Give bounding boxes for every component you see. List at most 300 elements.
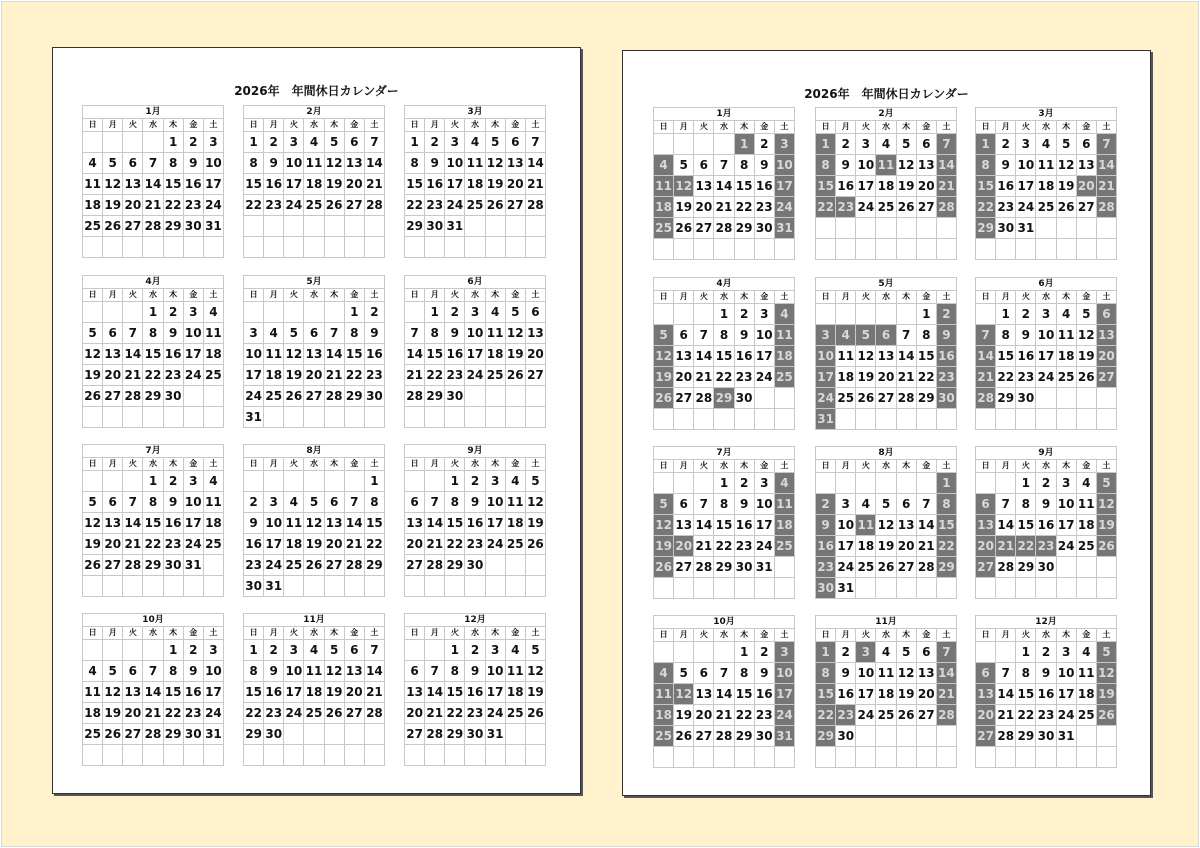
weekday-label: 木	[1057, 121, 1077, 133]
holiday-day-cell: 8	[937, 494, 956, 514]
day-cell: 11	[1057, 325, 1077, 345]
empty-day-cell	[897, 747, 917, 767]
holiday-day-cell: 4	[775, 473, 794, 493]
month-header: 12月	[976, 616, 1116, 629]
weekday-header-row	[244, 458, 384, 471]
empty-day-cell	[83, 745, 103, 765]
day-cell: 9	[445, 323, 465, 343]
weekday-label: 水	[1036, 291, 1056, 303]
day-cell: 22	[164, 195, 184, 215]
holiday-day-cell: 28	[937, 197, 956, 217]
day-cell: 16	[755, 684, 775, 704]
day-cell: 2	[445, 302, 465, 322]
holiday-day-cell: 15	[937, 515, 956, 535]
empty-day-cell	[304, 216, 324, 236]
day-cell: 14	[143, 174, 163, 194]
holiday-day-cell: 5	[654, 325, 674, 345]
day-cell: 11	[205, 495, 222, 509]
month-header: 6月	[405, 276, 545, 289]
day-cell: 18	[83, 195, 103, 215]
week-row	[976, 726, 1116, 747]
weekday-label: 月	[103, 627, 123, 639]
day-cell: 1	[1016, 642, 1036, 662]
empty-day-cell	[976, 747, 996, 767]
day-cell: 24	[284, 195, 304, 215]
day-cell: 31	[264, 576, 284, 596]
day-cell: 21	[714, 197, 734, 217]
day-cell: 13	[694, 684, 714, 704]
weekday-label: 日	[244, 119, 264, 131]
weekday-label: 日	[654, 460, 674, 472]
day-cell: 2	[996, 134, 1016, 154]
day-cell: 21	[996, 705, 1016, 725]
week-row	[816, 325, 956, 346]
month-calendar	[243, 444, 385, 597]
day-cell: 5	[674, 663, 694, 683]
day-cell: 30	[755, 218, 775, 238]
day-cell: 30	[184, 216, 204, 236]
empty-day-cell	[694, 239, 714, 259]
day-cell: 27	[917, 197, 937, 217]
day-cell: 10	[836, 515, 856, 535]
weekday-label: 水	[1036, 121, 1056, 133]
weekday-label: 金	[755, 629, 775, 641]
day-cell: 22	[405, 195, 425, 215]
day-cell: 24	[205, 198, 222, 212]
holiday-day-cell: 4	[836, 325, 856, 345]
holiday-day-cell: 8	[976, 155, 996, 175]
day-cell: 27	[325, 555, 345, 575]
weekday-label: 木	[164, 458, 184, 470]
day-cell: 15	[164, 682, 184, 702]
day-cell: 17	[284, 682, 304, 702]
day-cell: 28	[143, 724, 163, 744]
day-cell: 18	[486, 344, 506, 364]
day-cell: 23	[366, 368, 383, 382]
day-cell: 2	[465, 471, 485, 491]
day-cell: 7	[917, 494, 937, 514]
day-cell: 10	[445, 153, 465, 173]
day-cell: 22	[143, 534, 163, 554]
weekday-header-row	[244, 289, 384, 302]
holiday-day-cell: 20	[976, 536, 996, 556]
empty-day-cell	[735, 747, 755, 767]
empty-day-cell	[445, 576, 465, 596]
empty-day-cell	[1036, 578, 1056, 598]
month-calendar	[243, 613, 385, 766]
weekday-header-row	[83, 119, 223, 132]
weekday-label: 日	[816, 460, 836, 472]
empty-day-cell	[465, 407, 485, 427]
day-cell: 18	[264, 365, 284, 385]
empty-day-cell	[876, 218, 896, 238]
day-cell: 2	[465, 640, 485, 660]
empty-day-cell	[876, 726, 896, 746]
holiday-day-cell: 21	[1097, 176, 1116, 196]
day-cell: 23	[465, 703, 485, 723]
weekday-label: 月	[103, 458, 123, 470]
weekday-label: 木	[897, 460, 917, 472]
day-cell: 10	[486, 492, 506, 512]
weekday-label: 月	[674, 629, 694, 641]
weekday-header-row	[83, 458, 223, 471]
holiday-day-cell: 11	[654, 176, 674, 196]
empty-day-cell	[654, 578, 674, 598]
weekday-label: 火	[123, 119, 143, 131]
empty-day-cell	[164, 576, 184, 596]
empty-day-cell	[674, 304, 694, 324]
day-cell: 11	[506, 661, 526, 681]
day-cell: 14	[996, 684, 1016, 704]
empty-day-cell	[425, 745, 445, 765]
day-cell: 7	[143, 661, 163, 681]
day-cell: 10	[1036, 325, 1056, 345]
holiday-day-cell: 4	[654, 663, 674, 683]
day-cell: 2	[1016, 304, 1036, 324]
day-cell: 13	[917, 663, 937, 683]
week-row	[244, 323, 384, 344]
week-row	[976, 578, 1116, 598]
day-cell: 22	[735, 197, 755, 217]
empty-day-cell	[876, 409, 896, 429]
day-cell: 23	[184, 195, 204, 215]
day-cell: 10	[184, 492, 204, 512]
day-cell: 24	[1057, 536, 1077, 556]
week-row	[405, 237, 545, 257]
day-cell: 19	[103, 703, 123, 723]
day-cell: 16	[1016, 346, 1036, 366]
day-cell: 9	[836, 155, 856, 175]
day-cell: 10	[486, 661, 506, 681]
empty-day-cell	[654, 642, 674, 662]
day-cell: 13	[325, 513, 345, 533]
empty-day-cell	[83, 302, 103, 322]
day-cell: 13	[917, 155, 937, 175]
empty-day-cell	[526, 407, 545, 427]
empty-day-cell	[654, 134, 674, 154]
week-row	[976, 409, 1116, 429]
day-cell: 12	[103, 174, 123, 194]
weekday-label: 日	[976, 629, 996, 641]
week-row	[816, 346, 956, 367]
empty-day-cell	[674, 239, 694, 259]
holiday-day-cell: 23	[836, 705, 856, 725]
empty-day-cell	[123, 132, 143, 152]
month-calendar	[82, 105, 224, 258]
day-cell: 9	[465, 661, 485, 681]
empty-day-cell	[897, 726, 917, 746]
holiday-day-cell: 23	[816, 557, 836, 577]
empty-day-cell	[1057, 557, 1077, 577]
day-cell: 16	[184, 682, 204, 702]
day-cell: 5	[506, 302, 526, 322]
empty-day-cell	[325, 471, 345, 491]
day-cell: 12	[856, 346, 876, 366]
holiday-day-cell: 3	[816, 325, 836, 345]
month-calendar	[975, 446, 1117, 599]
empty-day-cell	[284, 407, 304, 427]
empty-day-cell	[345, 724, 365, 744]
empty-day-cell	[526, 386, 545, 406]
holiday-day-cell: 15	[976, 176, 996, 196]
week-row	[976, 557, 1116, 578]
day-cell: 21	[425, 703, 445, 723]
day-cell: 14	[123, 344, 143, 364]
empty-day-cell	[694, 473, 714, 493]
weekday-label: 火	[856, 629, 876, 641]
empty-day-cell	[714, 747, 734, 767]
empty-day-cell	[103, 302, 123, 322]
weekday-label: 水	[714, 629, 734, 641]
day-cell: 15	[445, 513, 465, 533]
day-cell: 16	[264, 682, 284, 702]
empty-day-cell	[83, 576, 103, 596]
day-cell: 24	[486, 703, 506, 723]
day-cell: 26	[674, 726, 694, 746]
day-cell: 19	[304, 534, 324, 554]
day-cell: 10	[264, 513, 284, 533]
day-cell: 3	[244, 323, 264, 343]
day-cell: 21	[123, 365, 143, 385]
empty-day-cell	[816, 473, 836, 493]
day-cell: 6	[674, 325, 694, 345]
day-cell: 22	[143, 365, 163, 385]
empty-day-cell	[876, 473, 896, 493]
holiday-day-cell: 17	[775, 176, 794, 196]
holiday-day-cell: 15	[816, 176, 836, 196]
day-cell: 4	[284, 492, 304, 512]
day-cell: 21	[143, 703, 163, 723]
day-cell: 22	[735, 705, 755, 725]
day-cell: 4	[465, 132, 485, 152]
empty-day-cell	[996, 578, 1016, 598]
day-cell: 15	[917, 346, 937, 366]
day-cell: 29	[143, 555, 163, 575]
day-cell: 21	[694, 536, 714, 556]
week-row	[405, 407, 545, 427]
day-cell: 2	[836, 134, 856, 154]
day-cell: 17	[244, 365, 264, 385]
day-cell: 4	[1036, 134, 1056, 154]
day-cell: 24	[755, 367, 775, 387]
holiday-day-cell: 12	[1097, 663, 1116, 683]
weekday-header-row	[83, 627, 223, 640]
day-cell: 28	[405, 386, 425, 406]
day-cell: 17	[856, 684, 876, 704]
week-row	[654, 642, 794, 663]
day-cell: 22	[345, 365, 365, 385]
week-row	[816, 747, 956, 767]
week-row	[976, 197, 1116, 218]
day-cell: 19	[325, 174, 345, 194]
weekday-label: 土	[942, 292, 951, 301]
day-cell: 27	[103, 555, 123, 575]
day-cell: 4	[304, 132, 324, 152]
empty-day-cell	[836, 747, 856, 767]
week-row	[244, 492, 384, 513]
week-row	[244, 174, 384, 195]
weekday-label: 金	[506, 458, 526, 470]
holiday-day-cell: 14	[1097, 155, 1116, 175]
weekday-label: 月	[425, 458, 445, 470]
day-cell: 28	[123, 386, 143, 406]
weekday-label: 月	[264, 627, 284, 639]
day-cell: 12	[876, 515, 896, 535]
day-cell: 27	[103, 386, 123, 406]
week-row	[83, 745, 223, 765]
holiday-day-cell: 8	[816, 155, 836, 175]
day-cell: 21	[897, 367, 917, 387]
day-cell: 29	[405, 216, 425, 236]
weekday-header-row	[976, 121, 1116, 134]
week-row	[83, 576, 223, 596]
day-cell: 12	[325, 661, 345, 681]
holiday-day-cell: 2	[816, 494, 836, 514]
empty-day-cell	[405, 407, 425, 427]
week-row	[816, 388, 956, 409]
holiday-day-cell: 1	[976, 134, 996, 154]
holiday-day-cell: 31	[775, 726, 794, 746]
weekday-label: 土	[370, 290, 379, 299]
holiday-day-cell: 9	[937, 325, 956, 345]
weekday-label: 月	[674, 460, 694, 472]
day-cell: 25	[304, 703, 324, 723]
empty-day-cell	[876, 239, 896, 259]
day-cell: 24	[184, 365, 204, 385]
month-calendar	[653, 107, 795, 260]
empty-day-cell	[143, 576, 163, 596]
day-cell: 8	[445, 661, 465, 681]
weekday-label: 日	[405, 289, 425, 301]
weekday-header-row	[405, 458, 545, 471]
weekday-label: 金	[1077, 291, 1097, 303]
day-cell: 6	[345, 640, 365, 660]
day-cell: 24	[836, 557, 856, 577]
day-cell: 7	[897, 325, 917, 345]
empty-day-cell	[103, 237, 123, 257]
day-cell: 5	[1057, 134, 1077, 154]
empty-day-cell	[897, 304, 917, 324]
day-cell: 30	[996, 218, 1016, 238]
day-cell: 14	[694, 346, 714, 366]
day-cell: 2	[755, 134, 775, 154]
day-cell: 18	[1036, 176, 1056, 196]
day-cell: 21	[694, 367, 714, 387]
day-cell: 9	[184, 153, 204, 173]
week-row	[816, 218, 956, 239]
day-cell: 18	[465, 174, 485, 194]
holiday-day-cell: 16	[937, 346, 956, 366]
day-cell: 18	[205, 516, 222, 530]
holiday-day-cell: 7	[1097, 134, 1116, 154]
holiday-day-cell: 23	[937, 367, 956, 387]
day-cell: 5	[897, 134, 917, 154]
day-cell: 13	[405, 513, 425, 533]
week-row	[244, 534, 384, 555]
empty-day-cell	[714, 642, 734, 662]
day-cell: 6	[405, 492, 425, 512]
week-row	[976, 304, 1116, 325]
day-cell: 25	[856, 557, 876, 577]
day-cell: 4	[506, 471, 526, 491]
holiday-day-cell: 22	[816, 705, 836, 725]
week-row	[83, 661, 223, 682]
weekday-label: 火	[694, 291, 714, 303]
day-cell: 29	[366, 558, 383, 572]
day-cell: 30	[755, 726, 775, 746]
week-row	[654, 494, 794, 515]
weekday-label: 土	[780, 122, 789, 131]
day-cell: 15	[345, 344, 365, 364]
empty-day-cell	[445, 237, 465, 257]
week-row	[654, 684, 794, 705]
day-cell: 22	[714, 367, 734, 387]
week-row	[244, 386, 384, 407]
month-calendar	[815, 446, 957, 599]
empty-day-cell	[775, 578, 794, 598]
day-cell: 18	[1077, 515, 1097, 535]
day-cell: 26	[486, 195, 506, 215]
weekday-label: 日	[405, 627, 425, 639]
day-cell: 2	[735, 304, 755, 324]
empty-day-cell	[694, 578, 714, 598]
empty-day-cell	[1097, 409, 1116, 429]
empty-day-cell	[714, 134, 734, 154]
month-header: 8月	[244, 445, 384, 458]
day-cell: 13	[694, 176, 714, 196]
week-row	[976, 515, 1116, 536]
empty-day-cell	[996, 239, 1016, 259]
empty-day-cell	[486, 745, 506, 765]
empty-day-cell	[526, 724, 545, 744]
holiday-day-cell: 20	[674, 536, 694, 556]
day-cell: 10	[1057, 663, 1077, 683]
holiday-day-cell: 7	[976, 325, 996, 345]
holiday-day-cell: 18	[654, 197, 674, 217]
weekday-label: 火	[856, 460, 876, 472]
week-row	[976, 473, 1116, 494]
empty-day-cell	[996, 747, 1016, 767]
empty-day-cell	[365, 576, 384, 596]
weekday-label: 土	[942, 461, 951, 470]
empty-day-cell	[244, 237, 264, 257]
day-cell: 2	[264, 640, 284, 660]
empty-day-cell	[143, 407, 163, 427]
day-cell: 4	[1077, 473, 1097, 493]
empty-day-cell	[204, 555, 223, 575]
holiday-day-cell: 7	[937, 134, 956, 154]
day-cell: 27	[527, 368, 544, 382]
empty-day-cell	[836, 218, 856, 238]
day-cell: 26	[1077, 367, 1097, 387]
week-row	[405, 555, 545, 576]
week-row	[83, 471, 223, 492]
day-cell: 24	[205, 706, 222, 720]
weekday-label: 火	[284, 627, 304, 639]
day-cell: 5	[1077, 304, 1097, 324]
day-cell: 20	[103, 534, 123, 554]
week-row	[654, 409, 794, 429]
day-cell: 27	[694, 726, 714, 746]
week-row	[83, 703, 223, 724]
week-row	[976, 388, 1116, 409]
empty-day-cell	[526, 216, 545, 236]
day-cell: 6	[325, 492, 345, 512]
day-cell: 20	[917, 684, 937, 704]
day-cell: 16	[996, 176, 1016, 196]
day-cell: 19	[674, 705, 694, 725]
empty-day-cell	[755, 409, 775, 429]
